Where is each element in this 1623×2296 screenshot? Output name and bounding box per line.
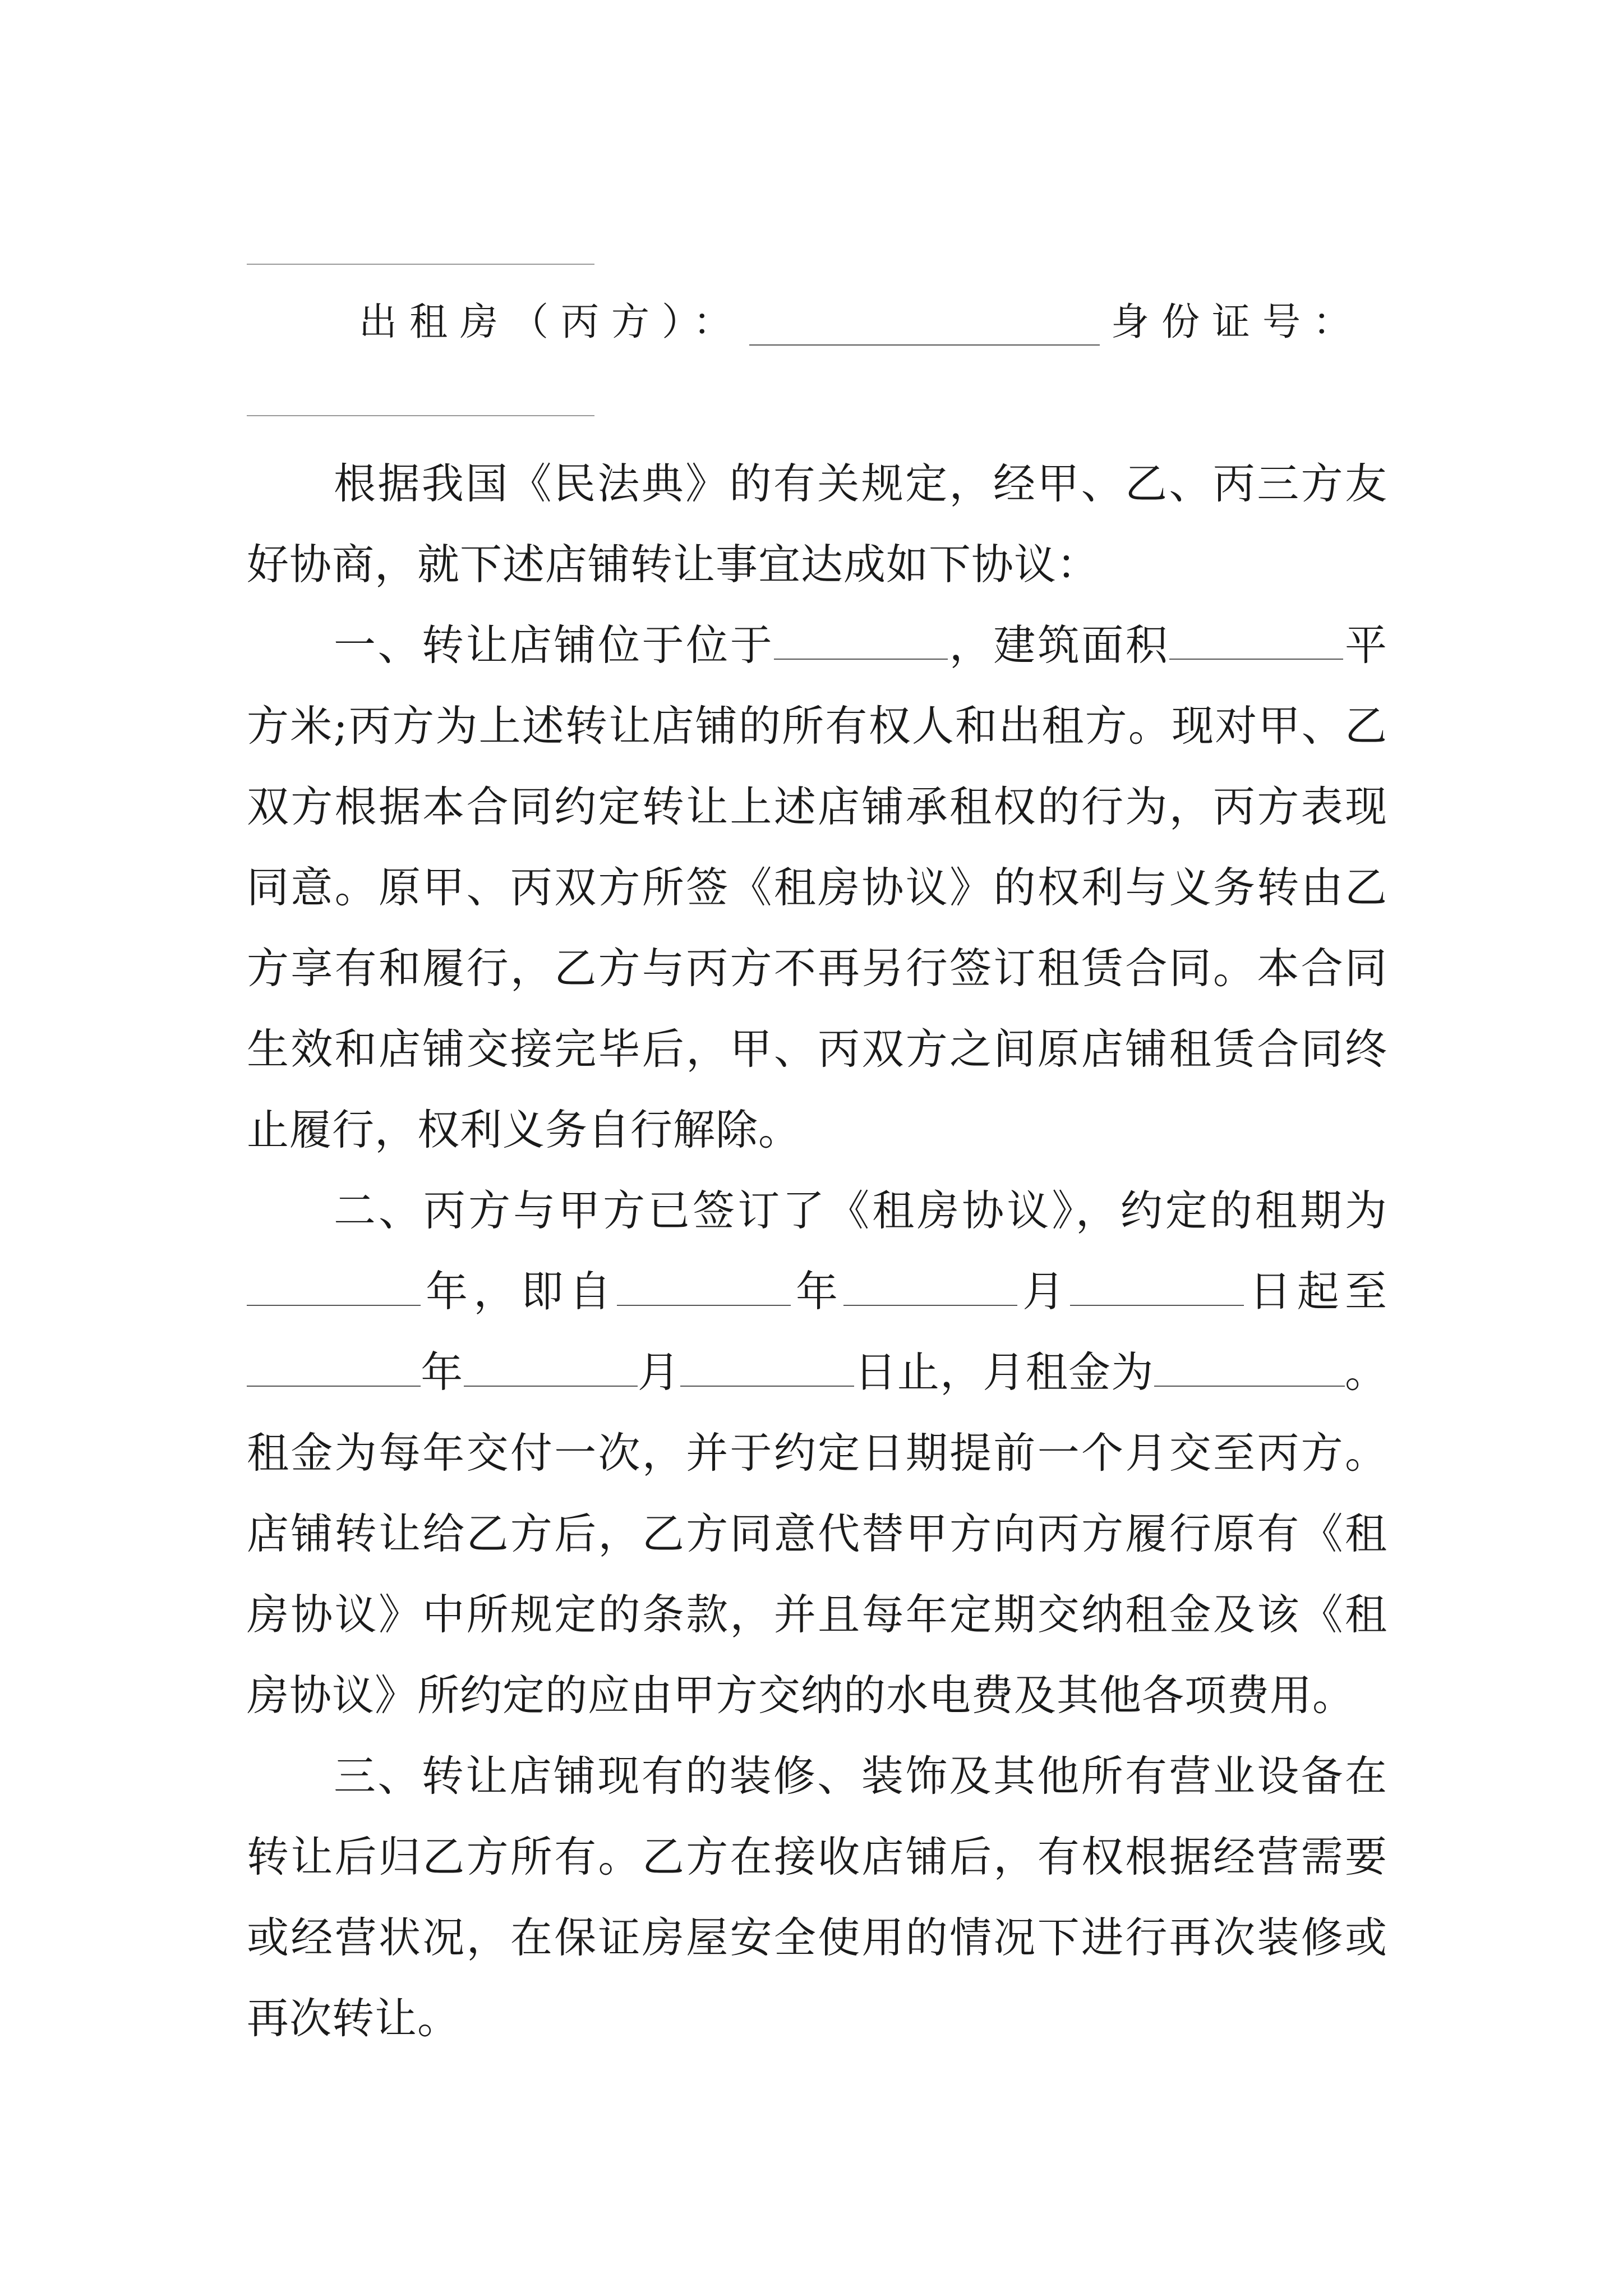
clause-2 [247,1170,1387,1736]
party-c-line [359,292,1371,353]
top-blank-line [247,264,594,265]
contract-body [247,443,1387,2059]
monthly-rent-blank[interactable] [1154,1351,1345,1387]
clause-2-text-e: 日起至 [1244,1267,1387,1316]
party-c-label: 出租房（丙方）： [359,300,744,344]
clause-2-text-g: 月 [637,1347,681,1397]
clause-2-text-h: 日止，月租金为 [854,1347,1154,1397]
start-month-blank[interactable] [843,1270,1017,1306]
clause-1-text-a: 一、转让店铺位于位于 [334,620,774,670]
clause-2-text-i: 。租金为每年交付一次，并于约定日期提前一个月交至丙方。店铺转让给乙方后，乙方同意代替甲方向丙方履行原有《租房协议》中所规定的条款，并且每年定期交纳租金及该《租房协议》所约定的应由甲方交纳的水电费及其他各项费用。 [247,1347,1387,1720]
id-number-label: 身份证号： [1111,300,1364,344]
end-month-blank[interactable] [464,1351,638,1387]
floor-area-blank[interactable] [1169,624,1343,660]
end-year-blank[interactable] [247,1351,421,1387]
intro-paragraph: 根据我国《民法典》的有关规定，经甲、乙、丙三方友好协商，就下述店铺转让事宜达成如下协议： [247,459,1387,589]
clause-2-text-f: 年 [421,1347,464,1397]
start-day-blank[interactable] [1070,1270,1244,1306]
clause-2-text-b: 年，即自 [421,1267,617,1316]
clause-1-text-c: 平方米;丙方为上述转让店铺的所有权人和出租方。现对甲、乙双方根据本合同约定转让上述店铺承租权的行为，丙方表现同意。原甲、丙双方所签《租房协议》的权利与义务转由乙方享有和履行，乙方与丙方不再另行签订租赁合同。本合同生效和店铺交接完毕后，甲、丙双方之间原店铺租赁合同终止履行，权利义务自行解除。 [247,620,1387,1154]
party-c-name-blank[interactable] [749,305,1100,346]
start-year-blank[interactable] [617,1270,791,1306]
end-day-blank[interactable] [680,1351,854,1387]
clause-2-text-d: 月 [1017,1267,1071,1316]
shop-location-blank[interactable] [774,624,948,660]
clause-2-text-c: 年 [790,1267,844,1316]
lease-years-blank[interactable] [247,1270,421,1306]
clause-2-text-a: 二、丙方与甲方已签订了《租房协议》，约定的租期为 [334,1186,1387,1235]
clause-1 [247,605,1387,1170]
clause-1-text-b: ，建筑面积 [948,620,1170,670]
id-number-blank-line[interactable] [247,415,594,416]
clause-3: 三、转让店铺现有的装修、装饰及其他所有营业设备在转让后归乙方所有。乙方在接收店铺后，有权根据经营需要或经营状况，在保证房屋安全使用的情况下进行再次装修或再次转让。 [247,1751,1387,2043]
